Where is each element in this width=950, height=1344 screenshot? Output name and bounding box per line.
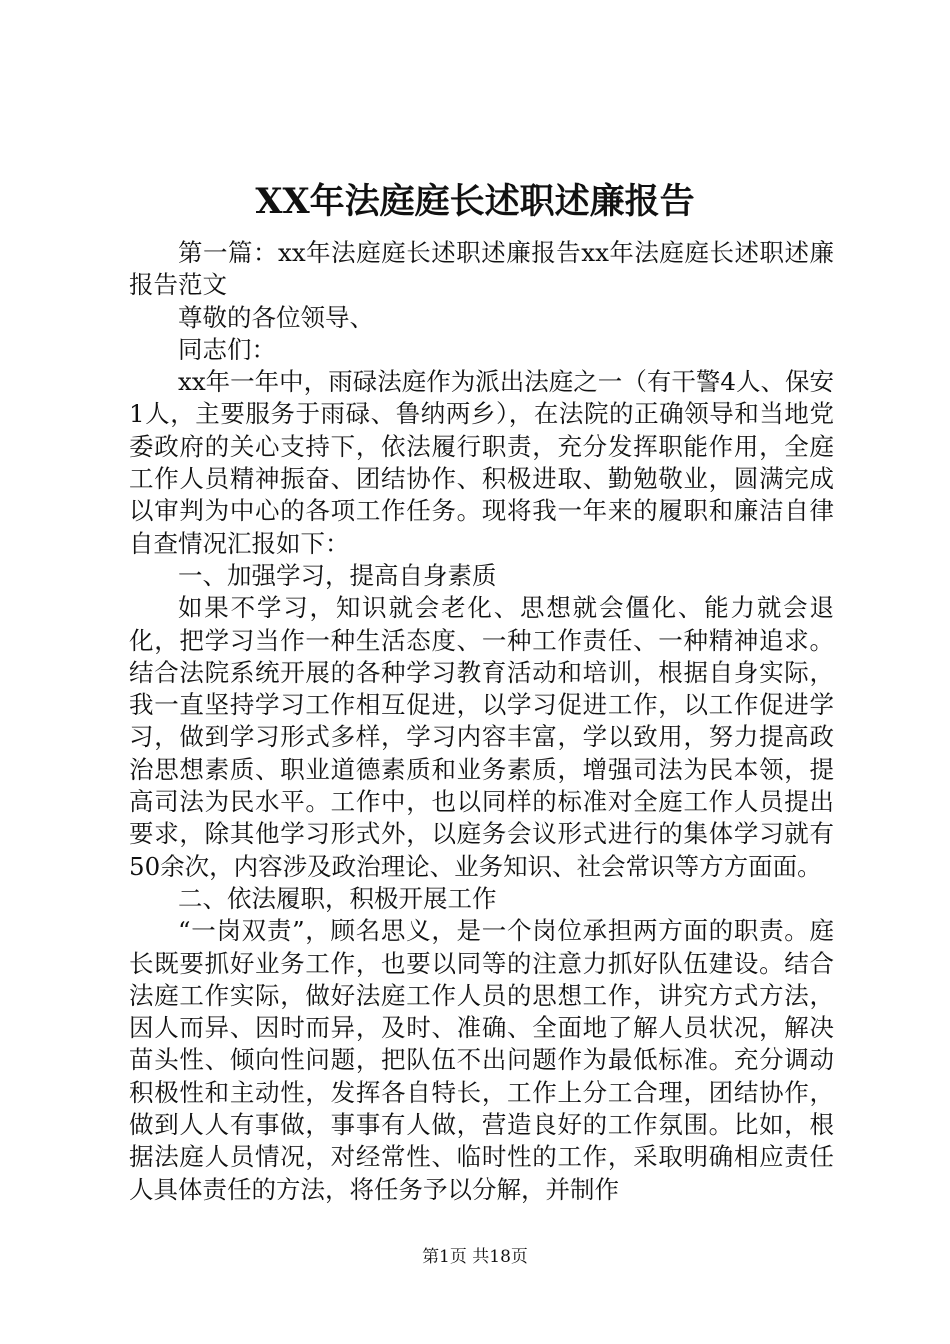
paragraph-duties: “一岗双责”，顾名思义，是一个岗位承担两方面的职责。庭长既要抓好业务工作，也要以同等的注意力抓好队伍建设。结合法庭工作实际，做好法庭工作人员的思想工作，讲究方式方法，因人而异、因时而异，及时、准确、全面地了解人员状况，解决苗头性、倾向性问题，把队伍不出问题作为最低标准。充分调动积极性和主动性，发挥各自特长，工作上分工合理，团结协作，做到人人有事做，事事有人做，营造良好的工作氛围。比如，根据法庭人员情况，对经常性、临时性的工作，采取明确相应责任人具体责任的方法，将任务予以分解，并制作	[129, 916, 834, 1204]
section-heading-study: 一、加强学习，提高自身素质	[178, 560, 497, 590]
page-number-footer: 第1页 共18页	[422, 1247, 528, 1267]
paragraph-heading-intro: 第一篇：xx年法庭庭长述职述廉报告xx年法庭庭长述职述廉报告范文	[129, 238, 834, 300]
paragraph-salutation-comrades: 同志们：	[178, 334, 276, 364]
document-body	[129, 237, 834, 1206]
paragraph-study: 如果不学习，知识就会老化、思想就会僵化、能力就会退化，把学习当作一种生活态度、一种工作责任、一种精神追求。结合法院系统开展的各种学习教育活动和培训，根据自身实际，我一直坚持学习工作相互促进，以学习促进工作，以工作促进学习，做到学习形式多样，学习内容丰富，学以致用，努力提高政治思想素质、职业道德素质和业务素质，增强司法为民本领，提高司法为民水平。工作中，也以同样的标准对全庭工作人员提出要求，除其他学习形式外，以庭务会议形式进行的集体学习就有50余次，内容涉及政治理论、业务知识、社会常识等方方面面。	[129, 593, 834, 881]
section-heading-duties: 二、依法履职，积极开展工作	[178, 883, 497, 913]
document-title: XX年法庭庭长述职述廉报告	[255, 181, 695, 222]
paragraph-overview: xx年一年中，雨碌法庭作为派出法庭之一（有干警4人、保安1人，主要服务于雨碌、鲁纳两乡），在法院的正确领导和当地党委政府的关心支持下，依法履行职责，充分发挥职能作用，全庭工作人员精神振奋、团结协作、积极进取、勤勉敬业，圆满完成以审判为中心的各项工作任务。现将我一年来的履职和廉洁自律自查情况汇报如下：	[129, 367, 834, 558]
paragraph-salutation-leaders: 尊敬的各位领导、	[178, 302, 374, 332]
